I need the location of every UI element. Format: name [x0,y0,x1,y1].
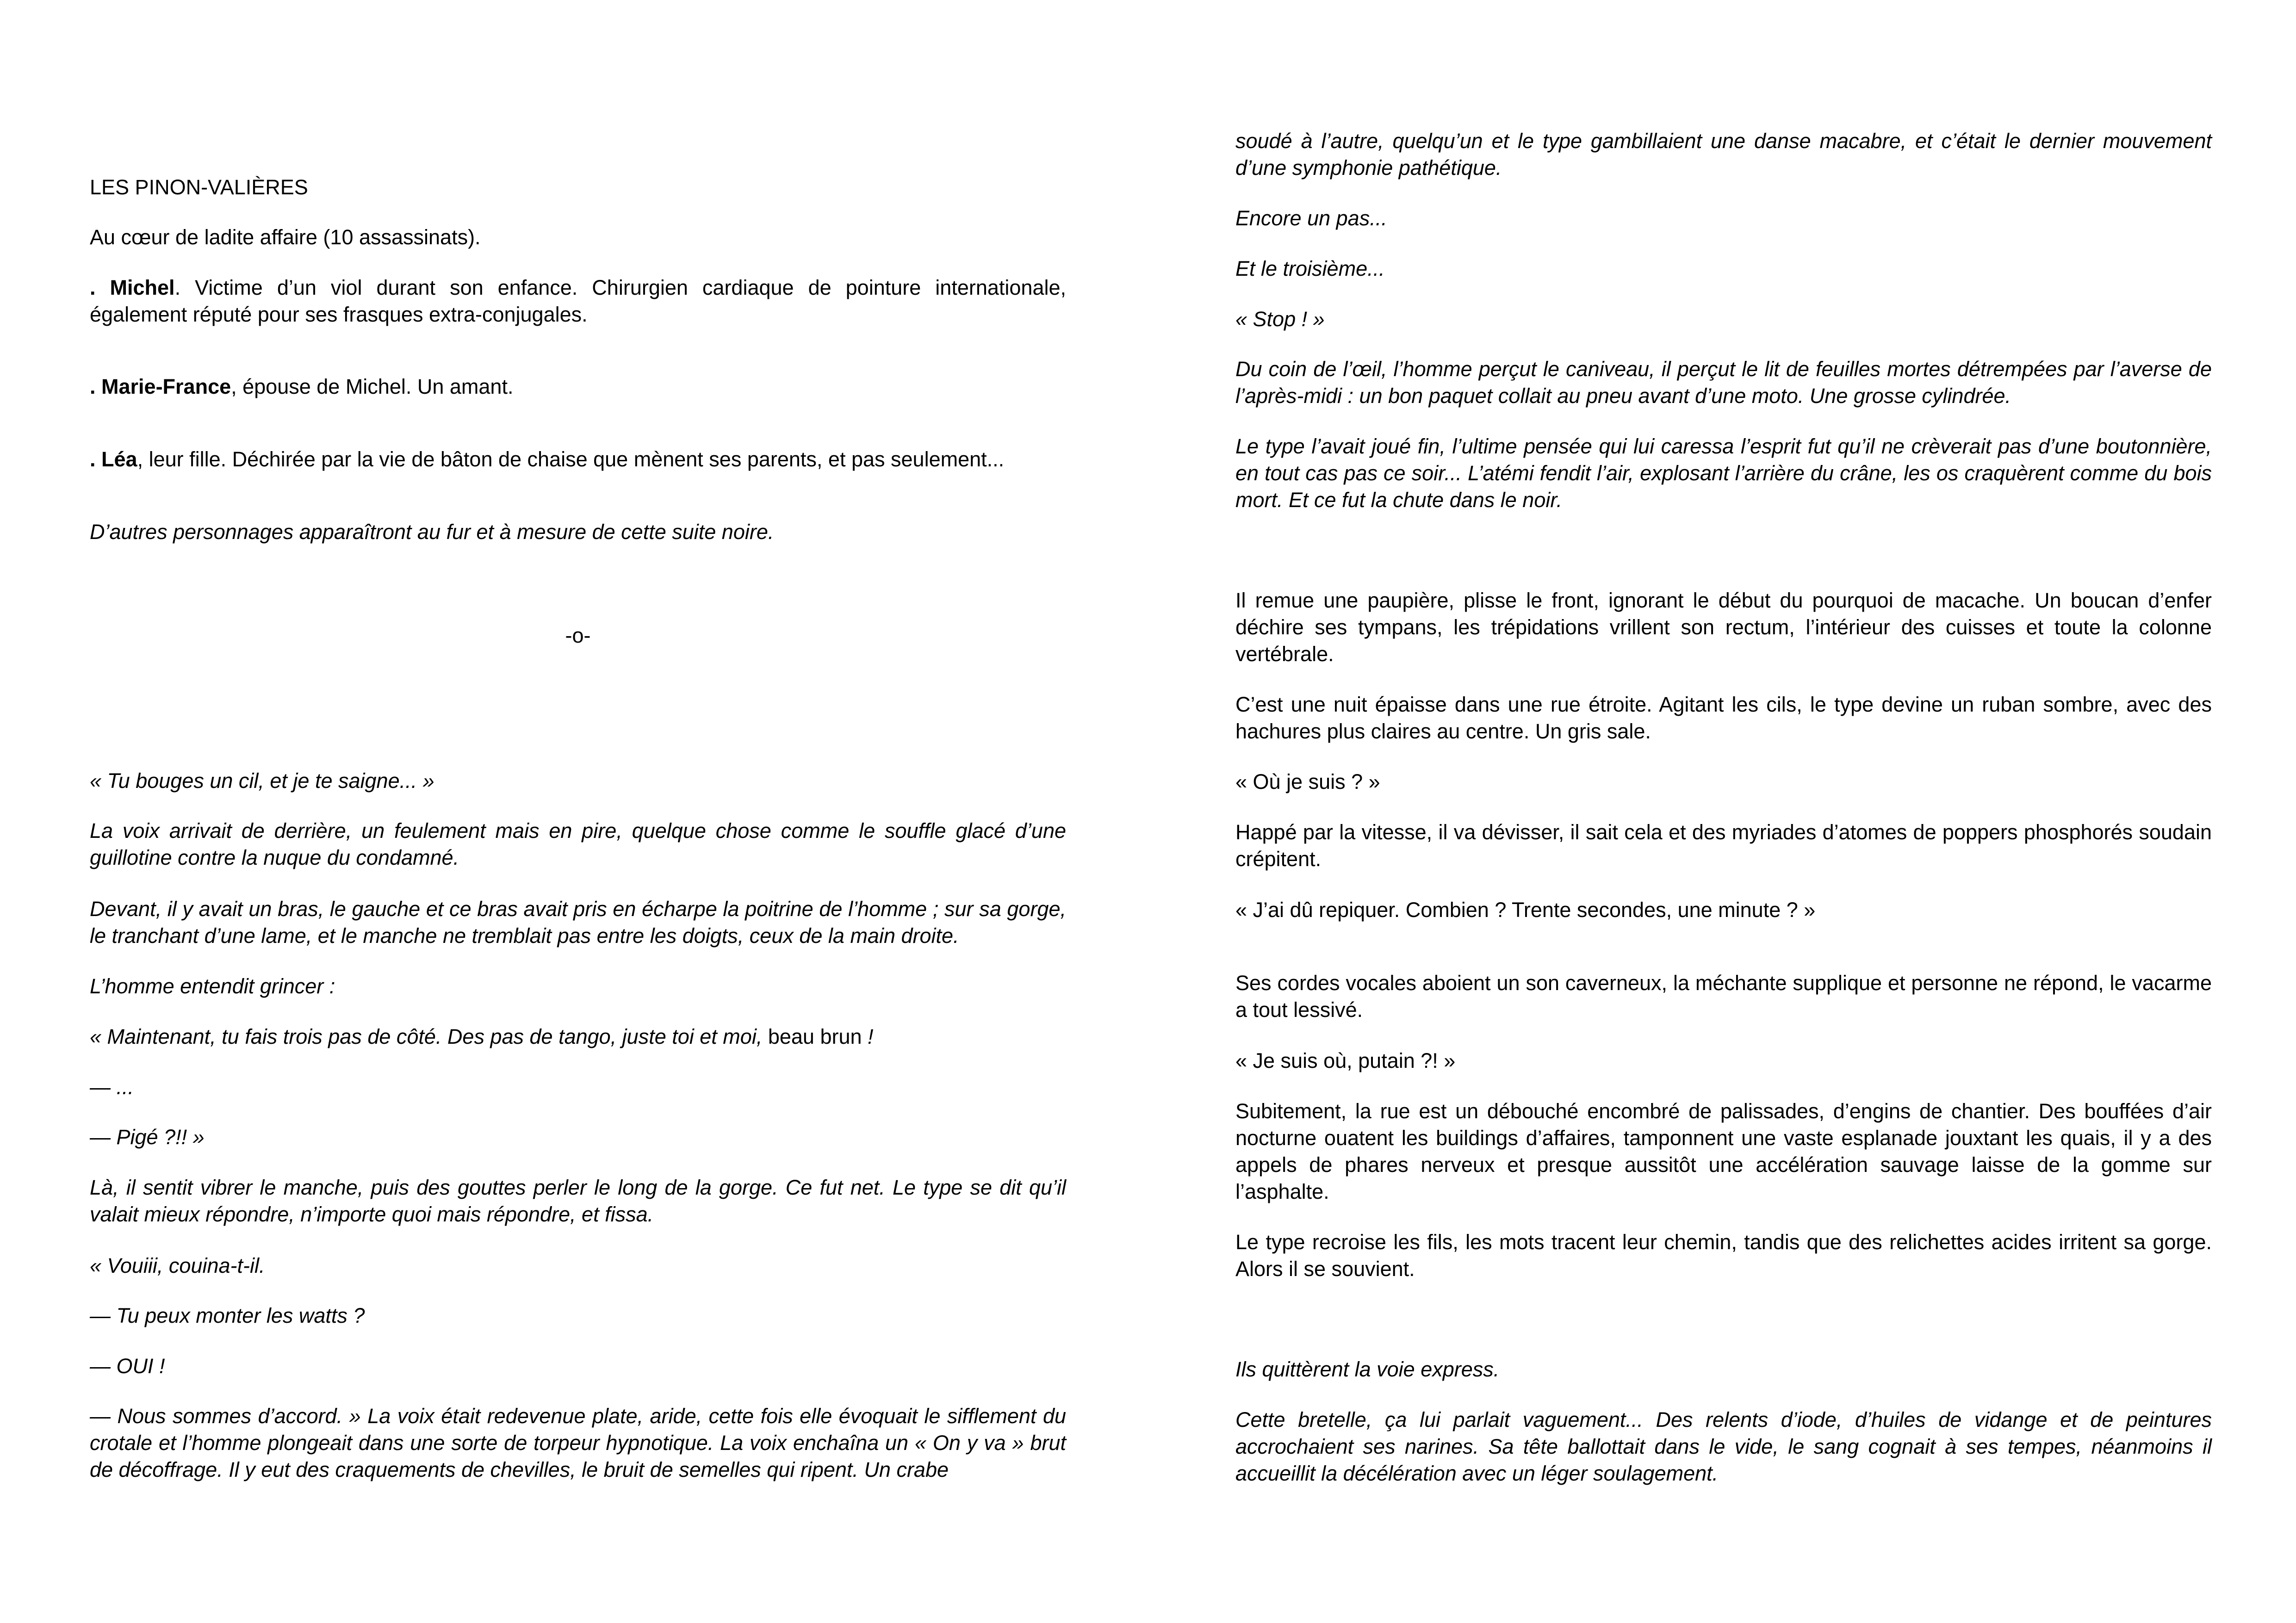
paragraph: Il remue une paupière, plisse le front, ignorant le début du pourquoi de macache. Un boucan d’enfer déchire ses tympans, les trépidations vrillent son rectum, l’intérieur des cuisses et toute la colonne vertébrale. [1235,588,2212,666]
paragraph: « Maintenant, tu fais trois pas de côté. Des pas de tango, juste toi et moi, beau brun ! [90,1025,874,1048]
paragraph: Devant, il y avait un bras, le gauche et ce bras avait pris en écharpe la poitrine de l’homme ; sur sa gorge, le tranchant d’une lame, et le manche ne tremblait pas entre les doigts, ceux de la main droite. [90,897,1066,948]
characters-note: D’autres personnages apparaîtront au fur et à mesure de cette suite noire. [90,520,774,544]
paragraph: soudé à l’autre, quelqu’un et le type gambillaient une danse macabre, et c’était le dernier mouvement d’une symphonie pathétique. [1235,129,2212,180]
paragraph: Ils quittèrent la voie express. [1235,1357,1500,1381]
paragraph: Ses cordes vocales aboient un son caverneux, la méchante supplique et personne ne répond, le vacarme a tout lessivé. [1235,971,2212,1022]
paragraph: — Nous sommes d’accord. » La voix était redevenue plate, aride, cette fois elle évoquait le sifflement du crotale et l’homme plongeait dans une sorte de torpeur hypnotique. La voix enchaîna un « On y va » brut de décoffrage. Il y eut des craquements de chevilles, le bruit de semelles qui ripent. Un crabe [90,1404,1066,1481]
character-michel: . Michel. Victime d’un viol durant son enfance. Chirurgien cardiaque de pointure internationale, également réputé pour ses frasques extra-conjugales. [90,276,1066,326]
paragraph: « Stop ! » [1235,307,1325,331]
paragraph: Du coin de l’œil, l’homme perçut le caniveau, il perçut le lit de feuilles mortes détrempées par l’averse de l’après-midi : un bon paquet collait au pneu avant d’une moto. Une grosse cylindrée. [1235,357,2212,408]
paragraph: Le type recroise les fils, les mots tracent leur chemin, tandis que des relichettes acides irritent sa gorge. Alors il se souvient. [1235,1230,2212,1281]
paragraph: Encore un pas... [1235,206,1387,230]
paragraph: — ... [90,1075,134,1099]
section-separator: -o- [565,624,591,647]
paragraph: « Vouiii, couina-t-il. [90,1254,265,1277]
paragraph: Subitement, la rue est un débouché encombré de palissades, d’engins de chantier. Des bouffées d’air nocturne ouatent les buildings d’affaires, tamponnent une vaste esplanade jouxtant les quais, il y a des appels de phares nerveux et presque aussitôt une accélération sauvage laisse de la gomme sur l’asphalte. [1235,1099,2212,1203]
character-name: Léa [101,447,137,471]
paragraph: La voix arrivait de derrière, un feulement mais en pire, quelque chose comme le souffle glacé d’une guillotine contre la nuque du condamné. [90,819,1066,869]
paragraph: Et le troisième... [1235,257,1385,280]
paragraph: — Tu peux monter les watts ? [90,1304,365,1327]
character-lea: . Léa, leur fille. Déchirée par la vie de bâton de chaise que mènent ses parents, et pas seulement... [90,447,1005,471]
paragraph: Là, il sentit vibrer le manche, puis des gouttes perler le long de la gorge. Ce fut net. Le type se dit qu’il valait mieux répondre, n’importe quoi mais répondre, et fissa. [90,1176,1066,1226]
paragraph: « J’ai dû repiquer. Combien ? Trente secondes, une minute ? » [1235,898,1816,922]
character-marie-france: . Marie-France, épouse de Michel. Un amant. [90,375,514,398]
character-name: Marie-France [101,375,231,398]
paragraph: « Tu bouges un cil, et je te saigne... » [90,769,434,793]
paragraph: C’est une nuit épaisse dans une rue étroite. Agitant les cils, le type devine un ruban sombre, avec des hachures plus claires au centre. Un gris sale. [1235,693,2212,743]
paragraph: L’homme entendit grincer : [90,974,335,998]
character-name: Michel [110,276,175,299]
paragraph: Le type l’avait joué fin, l’ultime pensée qui lui caressa l’esprit fut qu’il ne crèverait pas d’une boutonnière, en tout cas pas ce soir... L’atémi fendit l’air, explosant l’arrière du crâne, les os craquèrent comme du bois mort. Et ce fut la chute dans le noir. [1235,434,2212,512]
paragraph: — Pigé ?!! » [90,1125,205,1149]
paragraph: Happé par la vitesse, il va dévisser, il sait cela et des myriades d’atomes de poppers phosphorés soudain crépitent. [1235,820,2212,871]
paragraph: « Je suis où, putain ?! » [1235,1049,1456,1072]
paragraph: Cette bretelle, ça lui parlait vaguement... Des relents d’iode, d’huiles de vidange et de peintures accrochaient ses narines. Sa tête ballottait dans le vide, le sang cognait à ses tempes, néanmoins il accueillit la décélération avec un léger soulagement. [1235,1408,2212,1485]
intro-line: Au cœur de ladite affaire (10 assassinats). [90,225,481,249]
paragraph: « Où je suis ? » [1235,770,1380,793]
paragraph: — OUI ! [90,1354,165,1378]
document-title: LES PINON-VALIÈRES [90,175,308,199]
